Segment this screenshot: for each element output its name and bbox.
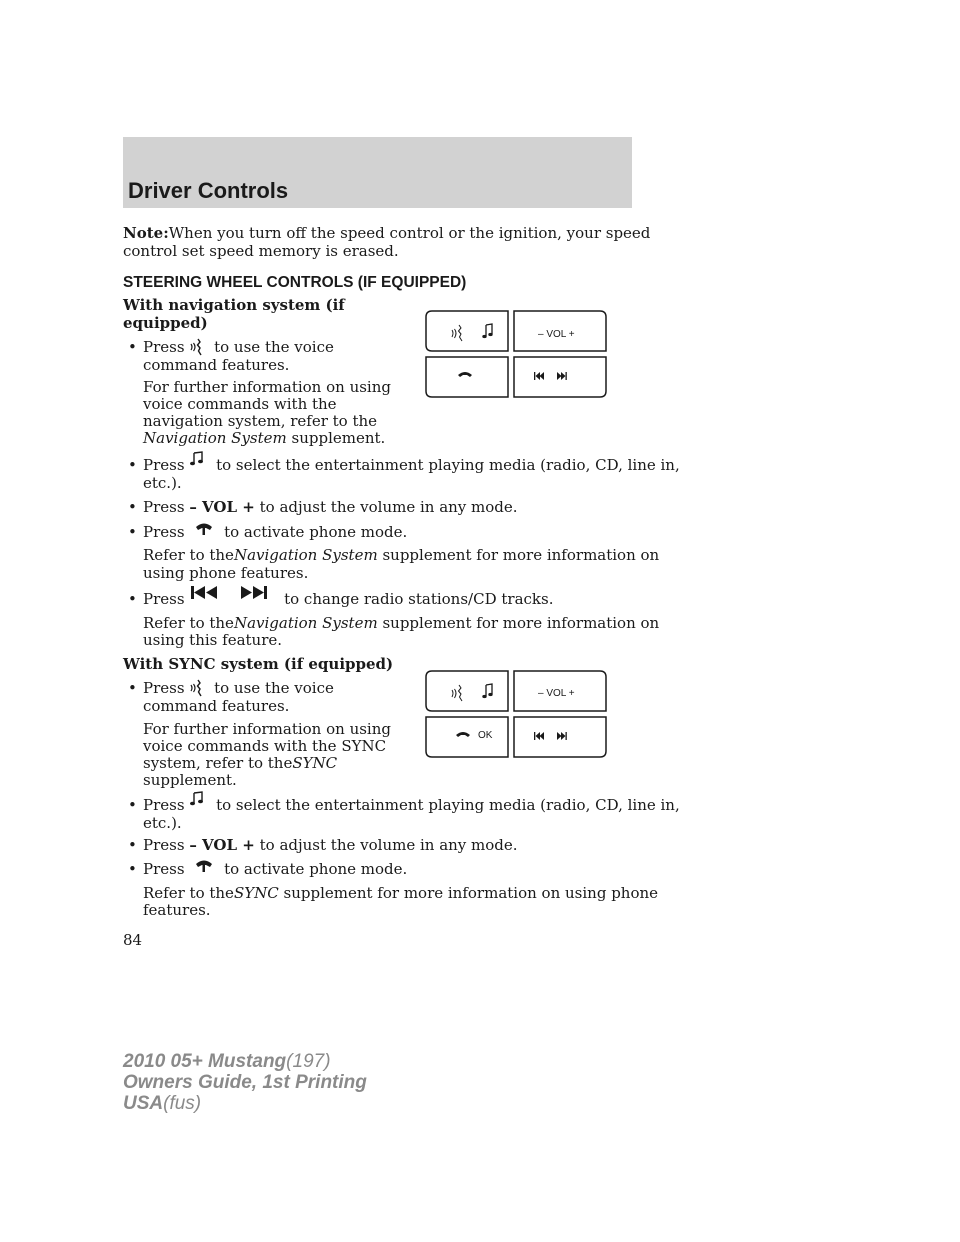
paragraph-line — [143, 754, 337, 772]
page-number: 84 — [123, 931, 143, 949]
paragraph-line: features. — [143, 901, 211, 919]
italic-ref: Navigation System — [233, 546, 378, 564]
section-heading: STEERING WHEEL CONTROLS (IF EQUIPPED) — [123, 274, 467, 291]
phone-icon — [458, 372, 472, 377]
nav-bullet-media — [143, 456, 680, 474]
phone-button — [426, 357, 508, 397]
paragraph-text: supplement. — [291, 429, 386, 447]
seek-icons — [534, 732, 567, 740]
bullet-dot: • — [128, 860, 137, 878]
note-line-1 — [123, 224, 650, 242]
sync-heading: With SYNC system (if equipped) — [123, 655, 394, 673]
bullet-text: to select the entertainment playing media (radio, CD, line in, — [216, 456, 680, 474]
phone-icon — [189, 519, 219, 537]
footer-model: 2010 05+ Mustang — [123, 1051, 287, 1072]
nav-heading-1: With navigation system (if — [123, 296, 345, 314]
paragraph-line: supplement. — [143, 771, 237, 789]
press-word: Press — [143, 679, 185, 697]
paragraph-text: system, refer to the — [143, 754, 293, 772]
note-text-1: When you turn off the speed control or the ignition, your speed — [168, 224, 651, 242]
bullet-dot: • — [128, 796, 137, 814]
italic-ref: SYNC — [292, 754, 338, 772]
vol-text: – VOL + — [189, 836, 255, 854]
vol-label: – VOL + — [538, 688, 575, 699]
note-label: Note: — [123, 224, 169, 242]
bullet-text: to activate phone mode. — [224, 523, 408, 541]
sync-bullet-volume — [143, 836, 518, 854]
bullet-text: to change radio stations/CD tracks. — [284, 590, 554, 608]
steering-controls-figure-nav — [420, 305, 620, 405]
phone-ok-button — [426, 717, 508, 757]
bullet-text-cont: etc.). — [143, 814, 182, 832]
italic-ref: Navigation System — [143, 429, 287, 447]
bullet-dot: • — [128, 498, 137, 516]
bullet-dot: • — [128, 590, 137, 608]
paragraph-text: Refer to the — [143, 614, 234, 632]
press-word: Press — [143, 860, 185, 878]
bullet-dot: • — [128, 523, 137, 541]
bullet-text: to activate phone mode. — [224, 860, 408, 878]
nav-bullet-volume — [143, 498, 518, 516]
vol-label: – VOL + — [538, 329, 575, 340]
seek-icons — [534, 372, 567, 380]
bullet-text-cont: command features. — [143, 356, 290, 374]
phone-icon — [189, 856, 219, 874]
bullet-dot: • — [128, 456, 137, 474]
paragraph-line — [143, 429, 385, 447]
footer-line-2: Owners Guide, 1st Printing — [123, 1072, 367, 1093]
page-title: Driver Controls — [128, 178, 289, 203]
phone-icon — [456, 732, 470, 737]
paragraph-line: voice commands with the — [143, 395, 337, 413]
sync-bullet-voice — [143, 679, 334, 697]
music-note-icon — [189, 450, 211, 468]
voice-icon — [189, 338, 209, 356]
paragraph-line: For further information on using — [143, 720, 391, 738]
bullet-text: to select the entertainment playing media (radio, CD, line in, — [216, 796, 680, 814]
press-word: Press — [143, 498, 185, 516]
paragraph-line: For further information on using — [143, 378, 391, 396]
bullet-text: to use the voice — [214, 679, 334, 697]
italic-ref: Navigation System — [233, 614, 378, 632]
note-text-2: control set speed memory is erased. — [123, 242, 399, 260]
music-note-icon — [189, 790, 211, 808]
paragraph-line: voice commands with the SYNC — [143, 737, 387, 755]
nav-bullet-voice — [143, 338, 334, 356]
nav-bullet-phone — [143, 523, 407, 541]
bullet-dot: • — [128, 836, 137, 854]
sync-bullet-media — [143, 796, 680, 814]
footer-market-code: (fus) — [163, 1093, 202, 1114]
bullet-dot: • — [128, 338, 137, 356]
press-word: Press — [143, 523, 185, 541]
voice-media-button — [426, 671, 508, 711]
paragraph-text: supplement for more information on — [382, 546, 660, 564]
bullet-dot: • — [128, 679, 137, 697]
vol-text: – VOL + — [189, 498, 255, 516]
press-word: Press — [143, 796, 185, 814]
paragraph-line — [143, 546, 659, 564]
seek-icon — [189, 584, 279, 602]
steering-controls-figure-sync — [420, 665, 620, 765]
paragraph-line: using this feature. — [143, 631, 283, 649]
paragraph-line — [143, 884, 658, 902]
press-word: Press — [143, 456, 185, 474]
paragraph-text: Refer to the — [143, 546, 234, 564]
footer-code: (197) — [286, 1051, 331, 1072]
footer-market: USA — [123, 1093, 164, 1114]
paragraph-text: supplement for more information on using phone — [283, 884, 659, 902]
voice-icon — [189, 679, 209, 697]
paragraph-line — [143, 614, 659, 632]
bullet-text: to use the voice — [214, 338, 334, 356]
press-word: Press — [143, 590, 185, 608]
footer-line-3 — [123, 1094, 201, 1114]
footer-line-1 — [123, 1052, 331, 1072]
nav-bullet-seek — [143, 590, 553, 608]
bullet-text-cont: etc.). — [143, 474, 182, 492]
nav-heading-2: equipped) — [123, 314, 208, 332]
bullet-text-cont: command features. — [143, 697, 290, 715]
press-word: Press — [143, 338, 185, 356]
bullet-text: to adjust the volume in any mode. — [259, 836, 518, 854]
paragraph-text: supplement for more information on — [382, 614, 660, 632]
paragraph-line: navigation system, refer to the — [143, 412, 378, 430]
bullet-text: to adjust the volume in any mode. — [259, 498, 518, 516]
paragraph-text: Refer to the — [143, 884, 234, 902]
paragraph-line: using phone features. — [143, 564, 309, 582]
italic-ref: SYNC — [233, 884, 279, 902]
ok-label: OK — [478, 730, 493, 741]
press-word: Press — [143, 836, 185, 854]
sync-bullet-phone — [143, 860, 407, 878]
voice-media-button — [426, 311, 508, 351]
